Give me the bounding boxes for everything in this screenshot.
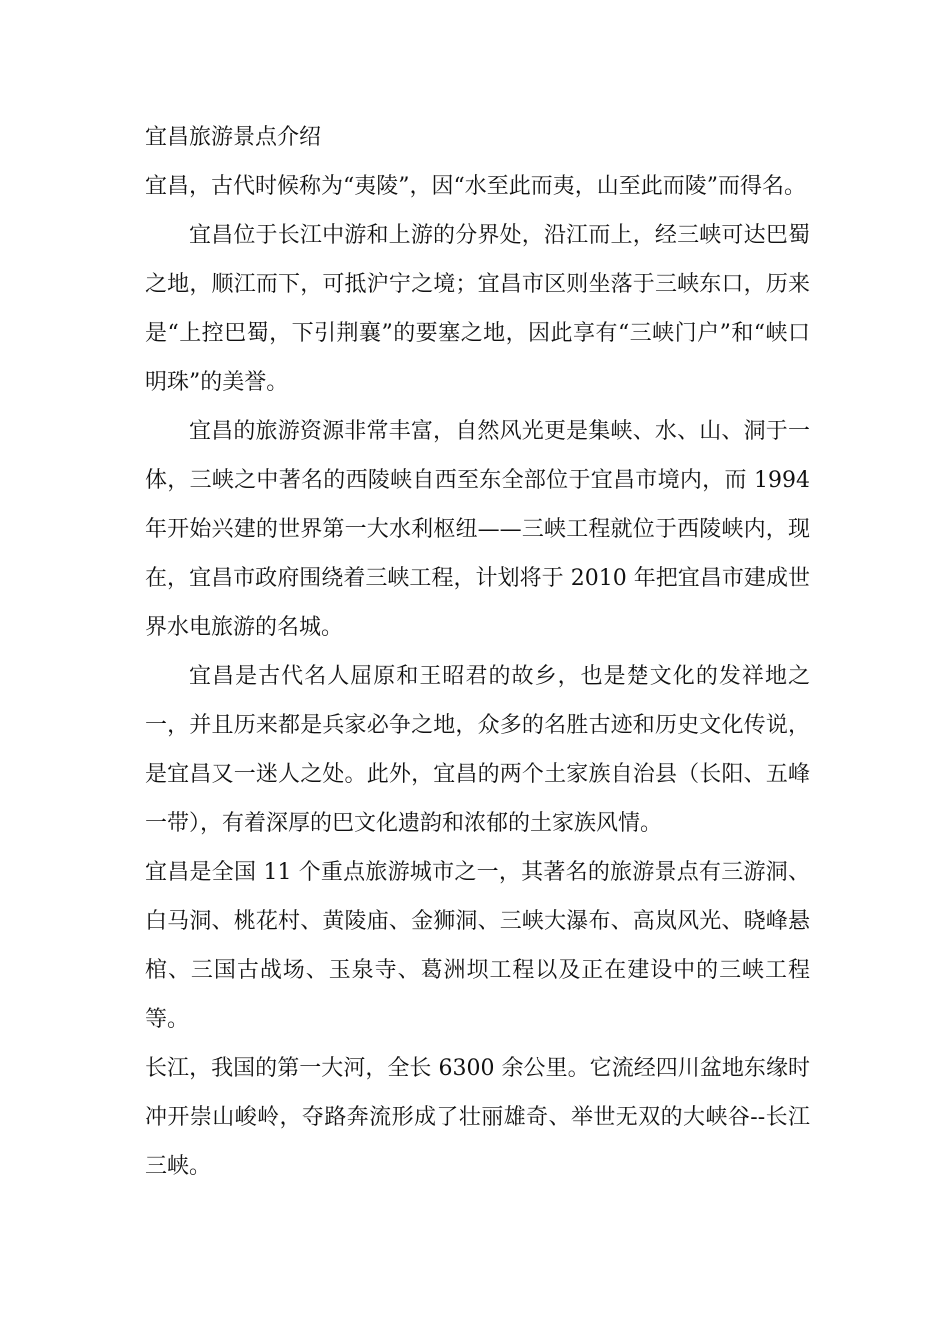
paragraph-location: 宜昌位于长江中游和上游的分界处，沿江而上，经三峡可达巴蜀之地，顺江而下，可抵沪宁之境；宜昌市区则坐落于三峡东口，历来是“上控巴蜀，下引荆襄”的要塞之地，因此享有“三峡门户”和“峡口明珠”的美誉。 [145,223,810,395]
paragraph-culture: 宜昌是古代名人屈原和王昭君的故乡，也是楚文化的发祥地之一，并且历来都是兵家必争之地，众多的名胜古迹和历史文化传说，是宜昌又一迷人之处。此外，宜昌的两个土家族自治县（长阳、五峰一带），有着深厚的巴文化遗韵和浓郁的土家族风情。 [145,664,810,836]
document-title: 宜昌旅游景点介绍 [145,125,322,150]
paragraph-yangtze: 长江，我国的第一大河，全长 6300 余公里。它流经四川盆地东缘时冲开崇山峻岭，夺路奔流形成了壮丽雄奇、举世无双的大峡谷--长江三峡。 [145,1056,810,1179]
paragraph-name-origin: 宜昌，古代时候称为“夷陵”，因“水至此而夷，山至此而陵”而得名。 [145,174,806,199]
document-body [145,113,810,1191]
paragraph-tourism-resources: 宜昌的旅游资源非常丰富，自然风光更是集峡、水、山、洞于一体，三峡之中著名的西陵峡自西至东全部位于宜昌市境内，而 1994 年开始兴建的世界第一大水利枢纽——三峡工程就位于西陵峡内，现在，宜昌市政府围绕着三峡工程，计划将于 2010 年把宜昌市建成世界水电旅游的名城。 [145,419,810,640]
paragraph-attractions: 宜昌是全国 11 个重点旅游城市之一，其著名的旅游景点有三游洞、白马洞、桃花村、黄陵庙、金狮洞、三峡大瀑布、高岚风光、晓峰悬棺、三国古战场、玉泉寺、葛洲坝工程以及正在建设中的三峡工程等。 [145,860,810,1032]
